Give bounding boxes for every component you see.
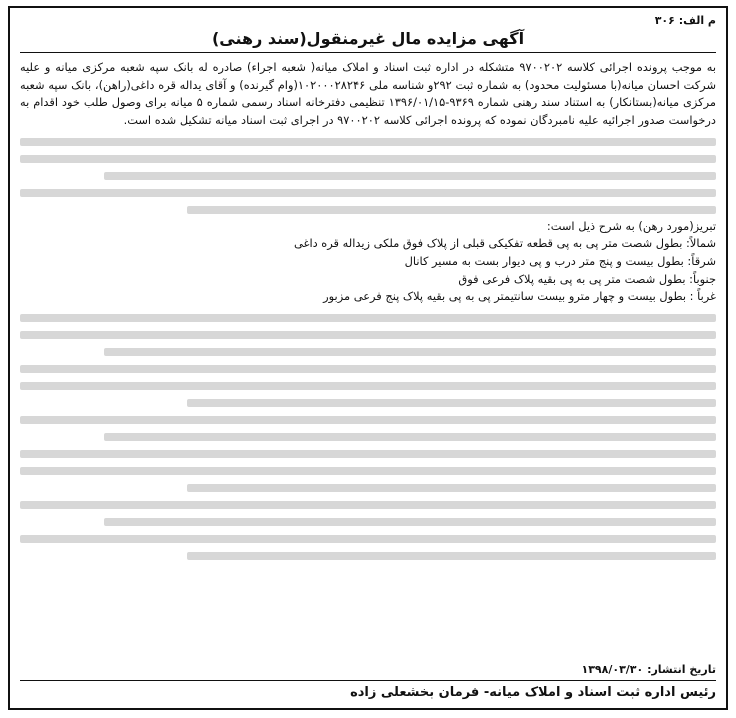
placeholder-line xyxy=(104,172,716,180)
bounds-intro: تبریز(مورد رهن) به شرح ذیل است: xyxy=(546,218,716,233)
placeholder-line xyxy=(187,484,716,492)
placeholder-line xyxy=(20,382,716,390)
bound-east: شرقاً: بطول بیست و پنج متر درب و پی دیوار بست به مسیر کانال xyxy=(404,254,716,269)
placeholder-line xyxy=(104,348,716,356)
placeholder-line xyxy=(187,552,716,560)
property-bounds xyxy=(20,218,716,306)
placeholder-line xyxy=(20,189,716,197)
placeholder-line xyxy=(20,450,716,458)
placeholder-line xyxy=(20,155,716,163)
publish-date: تاریخ انتشار: ۱۳۹۸/۰۳/۳۰ xyxy=(581,663,716,676)
property-description-placeholder xyxy=(20,138,716,214)
placeholder-line xyxy=(20,535,716,543)
bound-north: شمالاً: بطول شصت متر پی به پی قطعه تفکیکی قبلی از پلاک فوق ملکی زیداله قره داغی xyxy=(294,236,716,251)
placeholder-line xyxy=(104,433,716,441)
placeholder-line xyxy=(20,331,716,339)
bound-west: غرباً : بطول بیست و چهار مترو بیست سانتیمتر پی به پی بقیه پلاک پنج فرعی مزبور xyxy=(323,289,716,304)
notice-title: آگهی مزایده مال غیرمنقول(سند رهنی) xyxy=(20,29,716,53)
placeholder-line xyxy=(187,206,716,214)
intro-paragraph: به موجب پرونده اجرائی کلاسه ۹۷۰۰۲۰۲ متشکله در اداره ثبت اسناد و املاک میانه( شعبه اجراء) صادره له بانک سپه شعبه مرکزی میانه و علیه شرکت احسان میانه(با مسئولیت محدود) به شماره ثبت ۲۹۲و شناسه ملی ۱۰۲۰۰۰۲۸۲۴۶(وام گیرنده) و آقای یداله قره داغی(راهن)، بانک سپه شعبه مرکزی میانه(بستانکار) به استناد سند رهنی شماره ۹۳۶۹-۱۳۹۶/۰۱/۱۵ تنظیمی دفترخانه اسناد رسمی شماره ۵ میانه برای وصول طلب خود اقدام به درخواست صدور اجرائیه علیه نامبردگان نموده که پرونده اجرائی کلاسه ۹۷۰۰۲۰۲ در اجرای ثبت اسناد میانه تشکیل شده است. xyxy=(20,60,716,128)
signature-line: رئیس اداره ثبت اسناد و املاک میانه- فرمان بخشعلی زاده xyxy=(20,680,716,700)
placeholder-line xyxy=(187,399,716,407)
placeholder-line xyxy=(20,314,716,322)
notice-frame xyxy=(8,6,728,710)
placeholder-line xyxy=(20,365,716,373)
reference-number: م الف: ۳۰۶ xyxy=(654,14,716,27)
auction-terms-placeholder xyxy=(20,314,716,560)
placeholder-line xyxy=(20,501,716,509)
placeholder-line xyxy=(20,467,716,475)
placeholder-line xyxy=(20,416,716,424)
placeholder-line xyxy=(20,138,716,146)
bound-south: جنوباً: بطول شصت متر پی به پی بقیه پلاک فرعی فوق xyxy=(458,271,716,286)
placeholder-line xyxy=(104,518,716,526)
